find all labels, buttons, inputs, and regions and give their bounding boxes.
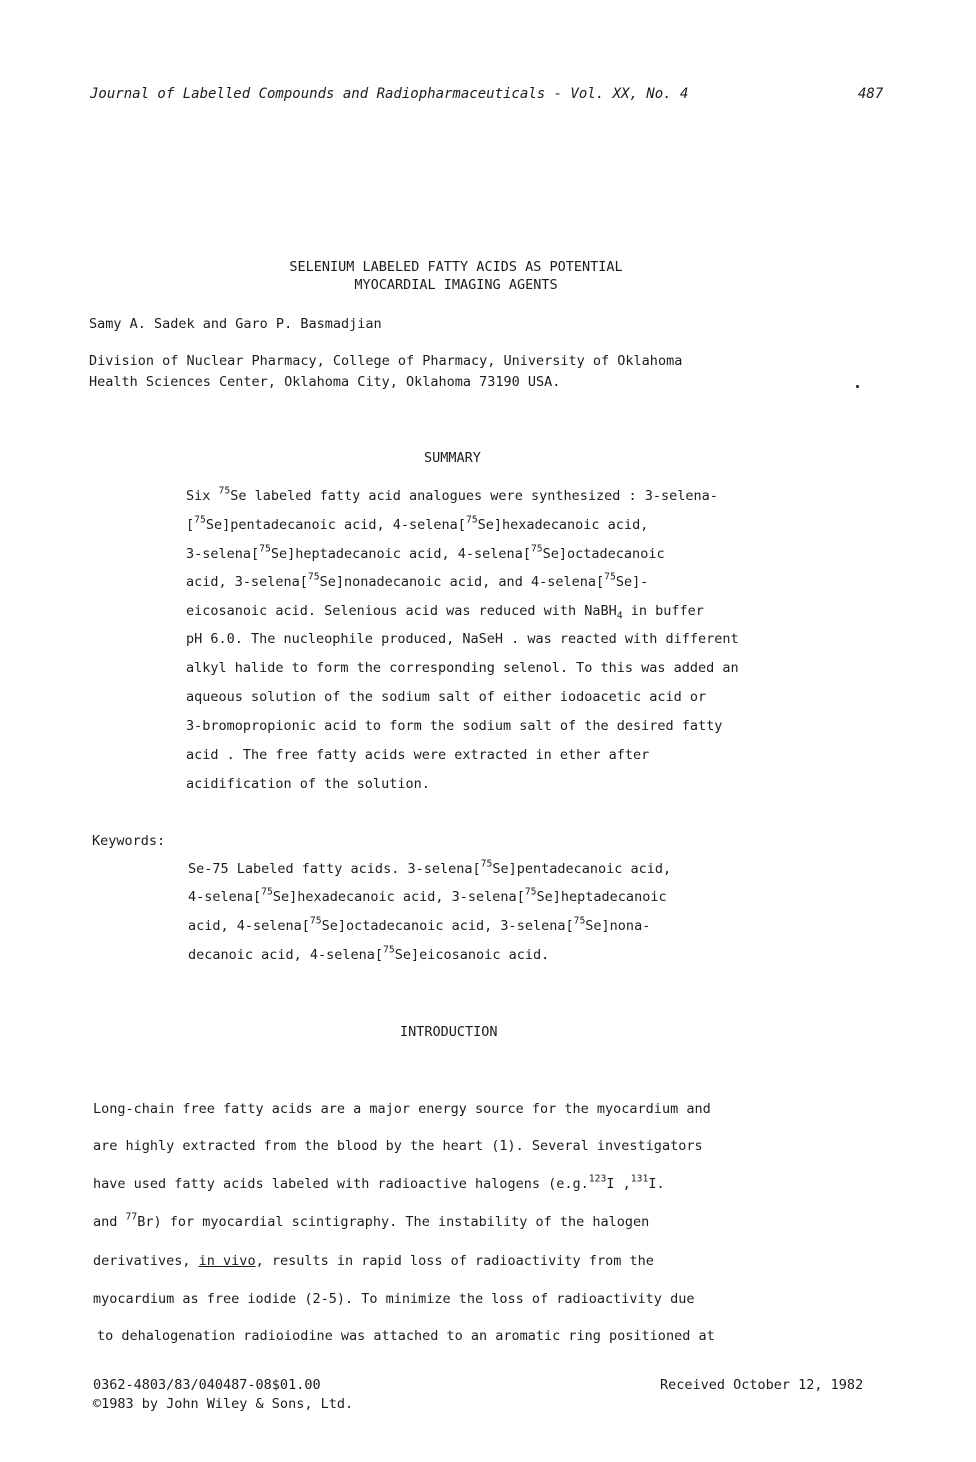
title-line-1: SELENIUM LABELED FATTY ACIDS AS POTENTIAL bbox=[289, 259, 623, 275]
affiliation-line-2: Health Sciences Center, Oklahoma City, Oklahoma 73190 USA. bbox=[89, 374, 561, 390]
summary-line: pH 6.0. The nucleophile produced, NaSeH . was reacted with different bbox=[186, 631, 739, 647]
scan-speck bbox=[856, 385, 859, 388]
summary-line: [$^{75}$Se]pentadecanoic acid, 4-selena[$^{75}$Se]hexadecanoic acid, bbox=[186, 514, 649, 533]
summary-line: Six $^{75}$Se labeled fatty acid analogues were synthesized : 3-selena- bbox=[186, 485, 718, 504]
journal-header: Journal of Labelled Compounds and Radiopharmaceuticals - Vol. XX, No. 4 bbox=[90, 86, 689, 102]
introduction-heading: INTRODUCTION bbox=[400, 1024, 498, 1040]
summary-line: alkyl halide to form the corresponding selenol. To this was added an bbox=[186, 660, 739, 676]
in-vivo-emphasis: in vivo bbox=[198, 1253, 256, 1269]
intro-line: have used fatty acids labeled with radioactive halogens (e.g.$^{123}$I ,$^{131}$I. bbox=[93, 1173, 665, 1192]
affiliation-line-1: Division of Nuclear Pharmacy, College of Pharmacy, University of Oklahoma bbox=[89, 353, 683, 369]
summary-line: acid . The free fatty acids were extracted in ether after bbox=[186, 747, 650, 763]
received-date: Received October 12, 1982 bbox=[660, 1377, 864, 1393]
intro-line: Long-chain free fatty acids are a major energy source for the myocardium and bbox=[93, 1101, 711, 1117]
intro-line: and $^{77}$Br) for myocardial scintigraphy. The instability of the halogen bbox=[93, 1211, 650, 1230]
keyword-line: acid, 4-selena[$^{75}$Se]octadecanoic acid, 3-selena[$^{75}$Se]nona- bbox=[188, 915, 651, 934]
summary-heading: SUMMARY bbox=[424, 450, 481, 466]
title-line-2: MYOCARDIAL IMAGING AGENTS bbox=[354, 277, 558, 293]
intro-line: to dehalogenation radioiodine was attached to an aromatic ring positioned at bbox=[97, 1328, 715, 1344]
authors: Samy A. Sadek and Garo P. Basmadjian bbox=[89, 316, 382, 332]
keyword-line: decanoic acid, 4-selena[$^{75}$Se]eicosanoic acid. bbox=[188, 944, 550, 963]
page-number: 487 bbox=[858, 86, 884, 102]
intro-line: are highly extracted from the blood by the heart (1). Several investigators bbox=[93, 1138, 703, 1154]
summary-line: 3-selena[$^{75}$Se]heptadecanoic acid, 4-selena[$^{75}$Se]octadecanoic bbox=[186, 543, 665, 562]
summary-line: acid, 3-selena[$^{75}$Se]nonadecanoic acid, and 4-selena[$^{75}$Se]- bbox=[186, 571, 649, 590]
summary-line: aqueous solution of the sodium salt of either iodoacetic acid or bbox=[186, 689, 707, 705]
keywords-label: Keywords: bbox=[92, 833, 166, 849]
keyword-line: Se-75 Labeled fatty acids. 3-selena[$^{75}$Se]pentadecanoic acid, bbox=[188, 858, 672, 877]
summary-line: eicosanoic acid. Selenious acid was reduced with NaBH$_4$ in buffer bbox=[186, 603, 704, 622]
copyright: ©1983 by John Wiley & Sons, Ltd. bbox=[93, 1396, 354, 1412]
intro-line: myocardium as free iodide (2-5). To minimize the loss of radioactivity due bbox=[93, 1291, 695, 1307]
keyword-line: 4-selena[$^{75}$Se]hexadecanoic acid, 3-selena[$^{75}$Se]heptadecanoic bbox=[188, 886, 667, 905]
summary-line: acidification of the solution. bbox=[186, 776, 430, 792]
summary-line: 3-bromopropionic acid to form the sodium salt of the desired fatty bbox=[186, 718, 723, 734]
intro-line: derivatives, in vivo, results in rapid loss of radioactivity from the bbox=[93, 1253, 654, 1269]
article-code: 0362-4803/83/040487-08$01.00 bbox=[93, 1377, 321, 1393]
